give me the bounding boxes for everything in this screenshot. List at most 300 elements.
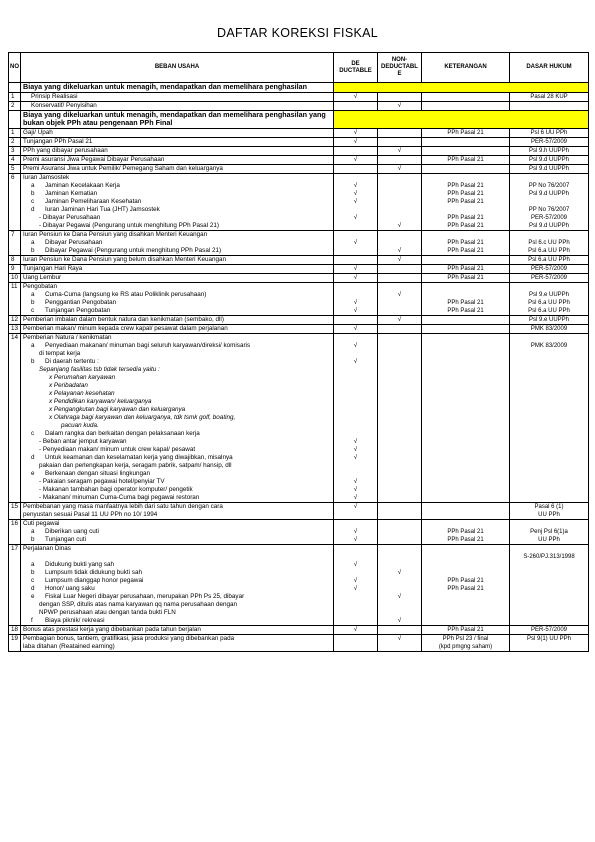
row-number xyxy=(9,198,21,206)
non-deductable-check xyxy=(378,478,422,486)
table-row xyxy=(9,155,589,164)
keterangan-cell: PPh Pasal 21 xyxy=(422,190,510,198)
beban-text: Dibayar Pegawai (Pengurang untuk menghitung PPh Pasal 21) xyxy=(45,246,222,254)
row-number xyxy=(9,494,21,503)
deductable-check xyxy=(334,230,378,239)
row-number: 7 xyxy=(9,230,21,239)
header-non-deductable: NON- DEDUCTABL E xyxy=(378,53,422,83)
table-row xyxy=(9,398,589,406)
beban-usaha-cell xyxy=(21,569,334,577)
beban-usaha-cell xyxy=(21,454,334,462)
dasar-hukum-cell xyxy=(510,593,589,601)
table-row xyxy=(9,247,589,256)
dasar-hukum-cell: PER-57/2009 xyxy=(510,625,589,634)
row-number xyxy=(9,454,21,462)
beban-usaha-cell xyxy=(21,601,334,609)
keterangan-cell xyxy=(422,92,510,101)
dasar-hukum-cell xyxy=(510,350,589,358)
row-number: 5 xyxy=(9,164,21,173)
beban-usaha-cell xyxy=(21,342,334,350)
row-number xyxy=(9,430,21,438)
keterangan-cell xyxy=(422,137,510,146)
non-deductable-check xyxy=(378,625,422,634)
beban-usaha-cell xyxy=(21,350,334,358)
beban-text: Cuma-Cuma (langsung ke RS atau Poliklinik perusahaan) xyxy=(45,290,207,298)
beban-usaha-cell xyxy=(21,366,334,374)
table-row xyxy=(9,390,589,398)
dasar-hukum-cell: Penj Psl 6(1)a xyxy=(510,528,589,536)
beban-usaha-cell xyxy=(21,255,334,264)
beban-text: Pembagian bonus, tantiem, gratifikasi, jasa produksi yang dibebankan pada xyxy=(23,634,235,642)
deductable-check xyxy=(334,282,378,291)
non-deductable-check: √ xyxy=(378,146,422,155)
beban-usaha-cell xyxy=(21,470,334,478)
row-number: 1 xyxy=(9,128,21,137)
beban-usaha-cell xyxy=(21,182,334,190)
deductable-check: √ xyxy=(334,528,378,536)
row-number xyxy=(9,617,21,626)
beban-text: Gaji/ Upah xyxy=(23,128,53,136)
dasar-hukum-cell: UU PPh xyxy=(510,536,589,545)
non-deductable-check xyxy=(378,528,422,536)
dasar-hukum-cell: PMK 83/2009 xyxy=(510,342,589,350)
keterangan-cell xyxy=(422,382,510,390)
keterangan-cell xyxy=(422,146,510,155)
item-letter: a xyxy=(31,560,35,568)
keterangan-cell xyxy=(422,282,510,291)
dasar-hukum-cell xyxy=(510,577,589,585)
row-number xyxy=(9,486,21,494)
beban-usaha-cell xyxy=(21,609,334,617)
table-row xyxy=(9,601,589,609)
table-row xyxy=(9,486,589,494)
keterangan-cell xyxy=(422,358,510,366)
dasar-hukum-cell xyxy=(510,486,589,494)
non-deductable-check: √ xyxy=(378,247,422,256)
deductable-check: √ xyxy=(334,625,378,634)
row-number: 16 xyxy=(9,519,21,528)
keterangan-cell xyxy=(422,519,510,528)
row-number: 2 xyxy=(9,137,21,146)
fiscal-correction-table xyxy=(8,52,589,652)
row-number xyxy=(9,406,21,414)
dasar-hukum-cell: Psl 9.d UUPPh xyxy=(510,164,589,173)
deductable-check: √ xyxy=(334,478,378,486)
beban-text: pakaian dan perlengkapan kerja, seragam pabrik, satpam/ hansip, dll xyxy=(39,461,232,469)
keterangan-cell: PPh Pasal 21 xyxy=(422,625,510,634)
non-deductable-check: √ xyxy=(378,164,422,173)
non-deductable-check xyxy=(378,502,422,511)
section-highlight xyxy=(334,83,589,93)
dasar-hukum-cell: Psl 9.d UUPPh xyxy=(510,155,589,164)
item-letter: b xyxy=(31,568,35,576)
beban-usaha-cell xyxy=(21,414,334,422)
dasar-hukum-cell xyxy=(510,390,589,398)
keterangan-cell xyxy=(422,502,510,511)
table-row xyxy=(9,422,589,430)
row-number xyxy=(9,601,21,609)
non-deductable-check xyxy=(378,414,422,422)
beban-text: x Perumahan karyawan xyxy=(49,373,116,381)
table-row xyxy=(9,374,589,382)
row-number xyxy=(9,382,21,390)
beban-usaha-cell xyxy=(21,625,334,634)
beban-usaha-cell xyxy=(21,128,334,137)
beban-text: Pemberian Natura / kenikmatan xyxy=(23,333,112,341)
non-deductable-check xyxy=(378,206,422,214)
table-row xyxy=(9,553,589,561)
non-deductable-check: √ xyxy=(378,222,422,231)
table-row xyxy=(9,366,589,374)
beban-usaha-cell xyxy=(21,634,334,643)
non-deductable-check xyxy=(378,462,422,470)
table-row xyxy=(9,315,589,324)
beban-usaha-cell xyxy=(21,264,334,273)
row-number: 15 xyxy=(9,502,21,511)
keterangan-cell xyxy=(422,569,510,577)
beban-usaha-cell xyxy=(21,101,334,110)
beban-usaha-cell xyxy=(21,553,334,561)
deductable-check: √ xyxy=(334,273,378,282)
beban-usaha-cell xyxy=(21,214,334,222)
table-row xyxy=(9,198,589,206)
deductable-check: √ xyxy=(334,198,378,206)
dasar-hukum-cell xyxy=(510,230,589,239)
dasar-hukum-cell xyxy=(510,643,589,652)
row-number xyxy=(9,438,21,446)
beban-usaha-cell xyxy=(21,247,334,256)
table-row xyxy=(9,182,589,190)
non-deductable-check xyxy=(378,214,422,222)
row-number xyxy=(9,593,21,601)
non-deductable-check xyxy=(378,182,422,190)
non-deductable-check xyxy=(378,342,422,350)
header-dasar-hukum: DASAR HUKUM xyxy=(510,53,589,83)
row-number: 19 xyxy=(9,634,21,643)
beban-usaha-cell xyxy=(21,511,334,520)
table-row xyxy=(9,577,589,585)
table-row xyxy=(9,214,589,222)
keterangan-cell xyxy=(422,342,510,350)
keterangan-cell: PPh Pasal 21 xyxy=(422,155,510,164)
dasar-hukum-cell xyxy=(510,101,589,110)
table-row xyxy=(9,561,589,569)
keterangan-cell xyxy=(422,350,510,358)
deductable-check xyxy=(334,553,378,561)
dasar-hukum-cell xyxy=(510,544,589,553)
beban-usaha-cell xyxy=(21,146,334,155)
beban-text: - Makanan tambahan bagi operator komputer/ pengetik xyxy=(39,485,193,493)
dasar-hukum-cell: Psl 6.a UU PPh xyxy=(510,299,589,307)
keterangan-cell xyxy=(422,291,510,299)
dasar-hukum-cell: Pasal 28 KUP xyxy=(510,92,589,101)
dasar-hukum-cell xyxy=(510,358,589,366)
keterangan-cell xyxy=(422,315,510,324)
beban-usaha-cell xyxy=(21,198,334,206)
dasar-hukum-cell xyxy=(510,494,589,503)
header-beban-usaha: BEBAN USAHA xyxy=(21,53,334,83)
beban-usaha-cell xyxy=(21,315,334,324)
header-keterangan: KETERANGAN xyxy=(422,53,510,83)
dasar-hukum-cell xyxy=(510,585,589,593)
item-letter: a xyxy=(31,238,35,246)
table-row xyxy=(9,358,589,366)
row-number xyxy=(9,342,21,350)
beban-text: Jaminan Kematian xyxy=(45,189,98,197)
table-row xyxy=(9,190,589,198)
beban-usaha-cell xyxy=(21,222,334,231)
beban-usaha-cell xyxy=(21,494,334,503)
section-header-row xyxy=(9,110,589,128)
beban-text: Lumpsum dianggap honor pegawai xyxy=(45,576,144,584)
row-number xyxy=(9,643,21,652)
table-row xyxy=(9,299,589,307)
dasar-hukum-cell: PER-57/2009 xyxy=(510,214,589,222)
dasar-hukum-cell: Psl 6.a UU PPh xyxy=(510,307,589,316)
dasar-hukum-cell: Psl 9.d UUPPh xyxy=(510,222,589,231)
beban-usaha-cell xyxy=(21,398,334,406)
deductable-check: √ xyxy=(334,577,378,585)
deductable-check xyxy=(334,222,378,231)
dasar-hukum-cell: Psl 9(1) UU PPh xyxy=(510,634,589,643)
deductable-check xyxy=(334,414,378,422)
dasar-hukum-cell xyxy=(510,382,589,390)
beban-text: - Dibayar Perusahaan xyxy=(39,213,101,221)
deductable-check xyxy=(334,333,378,342)
deductable-check xyxy=(334,511,378,520)
deductable-check xyxy=(334,146,378,155)
row-number: 13 xyxy=(9,324,21,333)
beban-text: penyustan sesuai Pasal 11 UU PPh no 10/ 1994 xyxy=(23,510,158,518)
dasar-hukum-cell xyxy=(510,438,589,446)
non-deductable-check xyxy=(378,561,422,569)
table-row xyxy=(9,569,589,577)
table-row xyxy=(9,446,589,454)
table-row xyxy=(9,230,589,239)
row-number xyxy=(9,222,21,231)
deductable-check xyxy=(334,544,378,553)
row-number xyxy=(9,239,21,247)
deductable-check: √ xyxy=(334,92,378,101)
beban-text: di tempat kerja xyxy=(39,349,81,357)
item-letter: a xyxy=(31,527,35,535)
section-title: Biaya yang dikeluarkan untuk menagih, mendapatkan dan memelihara penghasilan yang bukan objek PPh atau pengenaan PPh Final xyxy=(21,110,334,128)
table-row xyxy=(9,511,589,520)
beban-text: Diberikan uang cuti xyxy=(45,527,99,535)
keterangan-cell: PPh Pasal 21 xyxy=(422,128,510,137)
deductable-check xyxy=(334,164,378,173)
keterangan-cell xyxy=(422,414,510,422)
table-row xyxy=(9,382,589,390)
keterangan-cell xyxy=(422,544,510,553)
beban-text: PPh yang dibayar perusahaan xyxy=(23,146,108,154)
keterangan-cell: PPh Pasal 21 xyxy=(422,222,510,231)
item-letter: e xyxy=(31,592,35,600)
beban-text: Honor/ uang saku xyxy=(45,584,95,592)
beban-text: Tunjangan Pengobatan xyxy=(45,306,111,314)
dasar-hukum-cell xyxy=(510,366,589,374)
keterangan-cell: PPh Pasal 21 xyxy=(422,198,510,206)
deductable-check xyxy=(334,366,378,374)
keterangan-cell xyxy=(422,430,510,438)
beban-usaha-cell xyxy=(21,239,334,247)
keterangan-cell: PPh Pasal 21 xyxy=(422,264,510,273)
table-row xyxy=(9,164,589,173)
non-deductable-check xyxy=(378,92,422,101)
deductable-check: √ xyxy=(334,239,378,247)
beban-usaha-cell xyxy=(21,307,334,316)
table-row xyxy=(9,462,589,470)
beban-text: - Dibayar Pegawai (Pengurang untuk menghitung PPh Pasal 21) xyxy=(39,221,219,229)
non-deductable-check xyxy=(378,273,422,282)
dasar-hukum-cell: PER-57/2009 xyxy=(510,264,589,273)
row-number xyxy=(9,299,21,307)
non-deductable-check xyxy=(378,299,422,307)
keterangan-cell xyxy=(422,470,510,478)
non-deductable-check xyxy=(378,470,422,478)
item-letter: b xyxy=(31,246,35,254)
keterangan-cell xyxy=(422,478,510,486)
dasar-hukum-cell: Pasal 6 (1) xyxy=(510,502,589,511)
dasar-hukum-cell xyxy=(510,462,589,470)
keterangan-cell xyxy=(422,390,510,398)
item-letter: d xyxy=(31,205,35,213)
keterangan-cell xyxy=(422,494,510,503)
table-row xyxy=(9,173,589,182)
row-number xyxy=(9,190,21,198)
beban-usaha-cell xyxy=(21,486,334,494)
dasar-hukum-cell xyxy=(510,430,589,438)
non-deductable-check xyxy=(378,198,422,206)
item-letter: b xyxy=(31,298,35,306)
beban-text: Iuran Pensiun ke Dana Pensiun yang belum disahkan Menteri Keuangan xyxy=(23,255,227,263)
dasar-hukum-cell: Psl 9.d UUPPh xyxy=(510,190,589,198)
keterangan-cell xyxy=(422,601,510,609)
dasar-hukum-cell xyxy=(510,446,589,454)
deductable-check xyxy=(334,247,378,256)
keterangan-cell xyxy=(422,101,510,110)
non-deductable-check: √ xyxy=(378,315,422,324)
beban-text: Dibayar Perusahaan xyxy=(45,238,103,246)
deductable-check: √ xyxy=(334,299,378,307)
beban-usaha-cell xyxy=(21,358,334,366)
non-deductable-check xyxy=(378,398,422,406)
item-letter: a xyxy=(31,341,35,349)
keterangan-cell xyxy=(422,454,510,462)
dasar-hukum-cell xyxy=(510,198,589,206)
table-row xyxy=(9,406,589,414)
non-deductable-check xyxy=(378,406,422,414)
beban-text: Sepanjang fasilitas tsb tidak tersedia yaitu : xyxy=(39,365,160,373)
keterangan-cell: PPh Pasal 21 xyxy=(422,239,510,247)
deductable-check: √ xyxy=(334,137,378,146)
beban-usaha-cell xyxy=(21,155,334,164)
keterangan-cell xyxy=(422,164,510,173)
beban-usaha-cell xyxy=(21,593,334,601)
table-row xyxy=(9,291,589,299)
non-deductable-check xyxy=(378,454,422,462)
row-number xyxy=(9,511,21,520)
table-row xyxy=(9,414,589,422)
row-number xyxy=(9,446,21,454)
deductable-check xyxy=(334,101,378,110)
row-number xyxy=(9,569,21,577)
keterangan-cell: PPh Pasal 21 xyxy=(422,307,510,316)
deductable-check xyxy=(334,173,378,182)
beban-text: Fiskal Luar Negeri dibayar perusahaan, merupakan PPh Ps 25, dibayar xyxy=(45,592,245,600)
row-number: 14 xyxy=(9,333,21,342)
non-deductable-check: √ xyxy=(378,291,422,299)
keterangan-cell xyxy=(422,255,510,264)
dasar-hukum-cell xyxy=(510,561,589,569)
keterangan-cell xyxy=(422,511,510,520)
keterangan-cell xyxy=(422,374,510,382)
keterangan-cell xyxy=(422,333,510,342)
row-number xyxy=(9,470,21,478)
beban-usaha-cell xyxy=(21,544,334,553)
keterangan-cell xyxy=(422,553,510,561)
deductable-check xyxy=(334,519,378,528)
non-deductable-check xyxy=(378,544,422,553)
dasar-hukum-cell: PER-57/2009 xyxy=(510,137,589,146)
item-letter: c xyxy=(31,576,35,584)
non-deductable-check xyxy=(378,173,422,182)
beban-text: Tunjangan Hari Raya xyxy=(23,264,83,272)
row-number xyxy=(9,414,21,422)
non-deductable-check: √ xyxy=(378,569,422,577)
beban-text: Jaminan Kecelakaan Kerja xyxy=(45,181,120,189)
beban-text: Berkenaan dengan situasi lingkungan xyxy=(45,469,151,477)
beban-text: Penyediaan makanan/ minuman bagi seluruh karyawan/direksi/ komisaris xyxy=(45,341,251,349)
deductable-check: √ xyxy=(334,264,378,273)
beban-text: Cuti pegawai xyxy=(23,519,60,527)
deductable-check: √ xyxy=(334,358,378,366)
keterangan-cell xyxy=(422,438,510,446)
keterangan-cell: PPh Pasal 21 xyxy=(422,528,510,536)
dasar-hukum-cell: Psl 9.e UUPPh xyxy=(510,315,589,324)
beban-text: Perjalanan Dinas xyxy=(23,544,71,552)
dasar-hukum-cell xyxy=(510,406,589,414)
keterangan-cell xyxy=(422,593,510,601)
beban-text: Didukung bukti yang sah xyxy=(45,560,114,568)
dasar-hukum-cell xyxy=(510,374,589,382)
dasar-hukum-cell: Psl 6 UU PPh xyxy=(510,128,589,137)
deductable-check xyxy=(334,350,378,358)
table-row xyxy=(9,239,589,247)
beban-text: - Beban antar jemput karyawan xyxy=(39,437,127,445)
beban-text: Penggantian Pengobatan xyxy=(45,298,117,306)
beban-usaha-cell xyxy=(21,617,334,626)
beban-usaha-cell xyxy=(21,333,334,342)
non-deductable-check xyxy=(378,333,422,342)
section-title: Biaya yang dikeluarkan untuk menagih, mendapatkan dan memelihara penghasilan xyxy=(21,83,334,93)
beban-text: Pemberian makan/ minum kepada crew kapal/ pesawat dalam perjalanan xyxy=(23,324,228,332)
header-deductable: DE DUCTABLE xyxy=(334,53,378,83)
table-row xyxy=(9,333,589,342)
row-number xyxy=(9,609,21,617)
table-row xyxy=(9,146,589,155)
table-row xyxy=(9,438,589,446)
row-number xyxy=(9,374,21,382)
table-row xyxy=(9,625,589,634)
beban-usaha-cell xyxy=(21,478,334,486)
row-number xyxy=(9,307,21,316)
beban-text: pacuan kuda. xyxy=(61,421,99,429)
deductable-check: √ xyxy=(334,536,378,545)
keterangan-cell xyxy=(422,398,510,406)
row-number: 8 xyxy=(9,255,21,264)
beban-usaha-cell xyxy=(21,643,334,652)
